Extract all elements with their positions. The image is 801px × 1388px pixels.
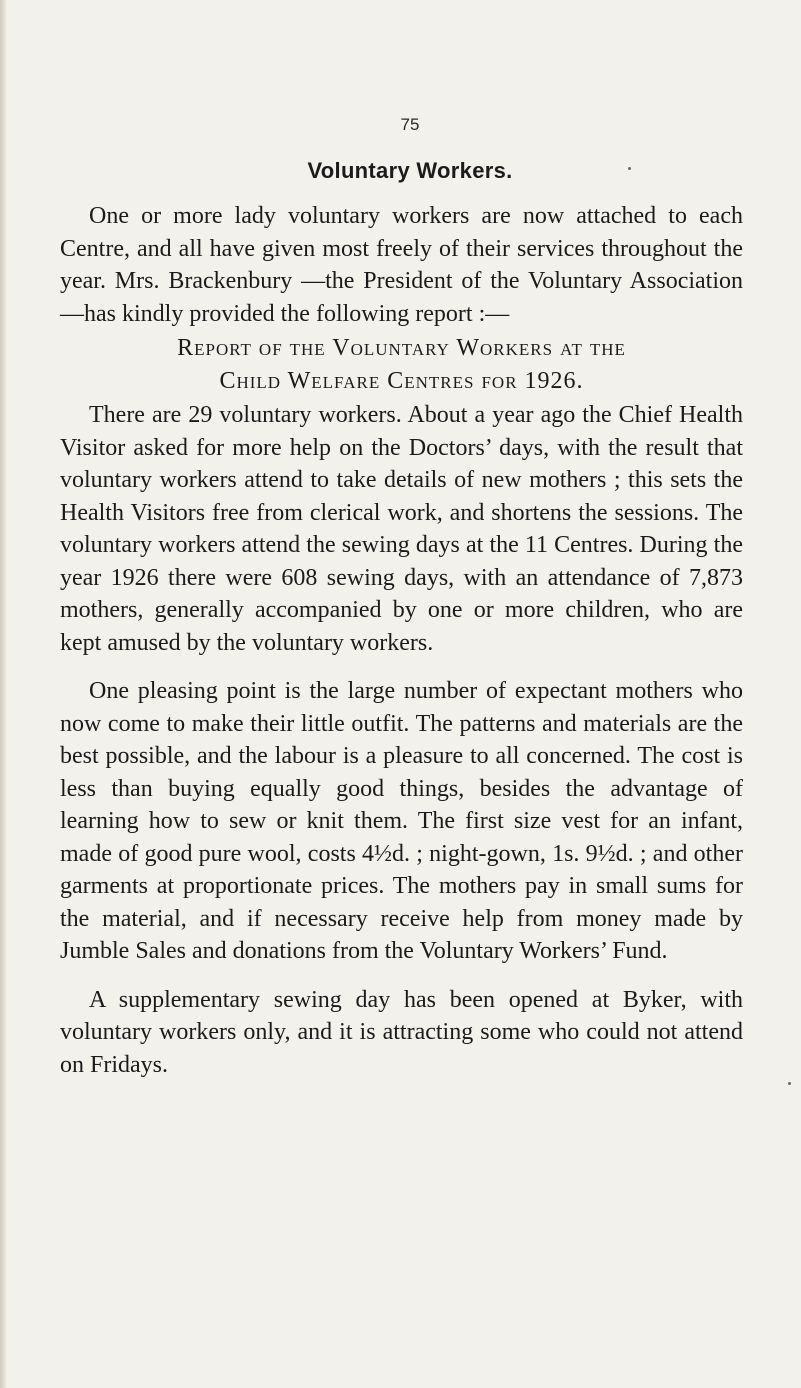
page-binding-edge	[0, 0, 6, 1388]
paragraph-workers: There are 29 voluntary workers. About a year ago the Chief Health Visitor asked for more help on the Doctors’ days, with the result that voluntary workers attend to take details of new mothers ; this sets the Health Visitors free from clerical work, and shortens the sessions. The voluntary workers attend the sewing days at the 11 Centres. During the year 1926 there were 608 sewing days, with an attendance of 7,873 mothers, generally accompanied by one or more children, who are kept amused by the voluntary workers.	[60, 402, 743, 656]
report-title	[60, 332, 743, 397]
paragraph-intro: One or more lady voluntary workers are now attached to each Centre, and all have given most freely of their services throughout the year. Mrs. Brackenbury —the President of the Voluntary Association—has kindly provided the following report :—	[60, 203, 743, 327]
body-text	[60, 200, 743, 1081]
print-speck	[788, 1082, 791, 1085]
section-heading: Voluntary Workers.	[307, 158, 513, 183]
page-number: 75	[400, 115, 420, 134]
paragraph-outfits: One pleasing point is the large number of expectant mothers who now come to make their little outfit. The patterns and materials are the best possible, and the labour is a pleasure to all concerned. The cost is less than buying equally good things, besides the advantage of learning how to sew or knit them. The first size vest for an infant, made of good pure wool, costs 4½d. ; night-gown, 1s. 9½d. ; and other garments at proportionate prices. The mothers pay in small sums for the material, and if necessary receive help from money made by Jumble Sales and donations from the Voluntary Workers’ Fund.	[60, 678, 743, 964]
report-title-line-2: Child Welfare Centres for 1926.	[219, 367, 584, 394]
report-title-line-1: Report of the Voluntary Workers at the	[177, 335, 626, 361]
paragraph-byker: A supplementary sewing day has been opened at Byker, with voluntary workers only, and it is attracting some who could not attend on Fridays.	[60, 986, 743, 1078]
